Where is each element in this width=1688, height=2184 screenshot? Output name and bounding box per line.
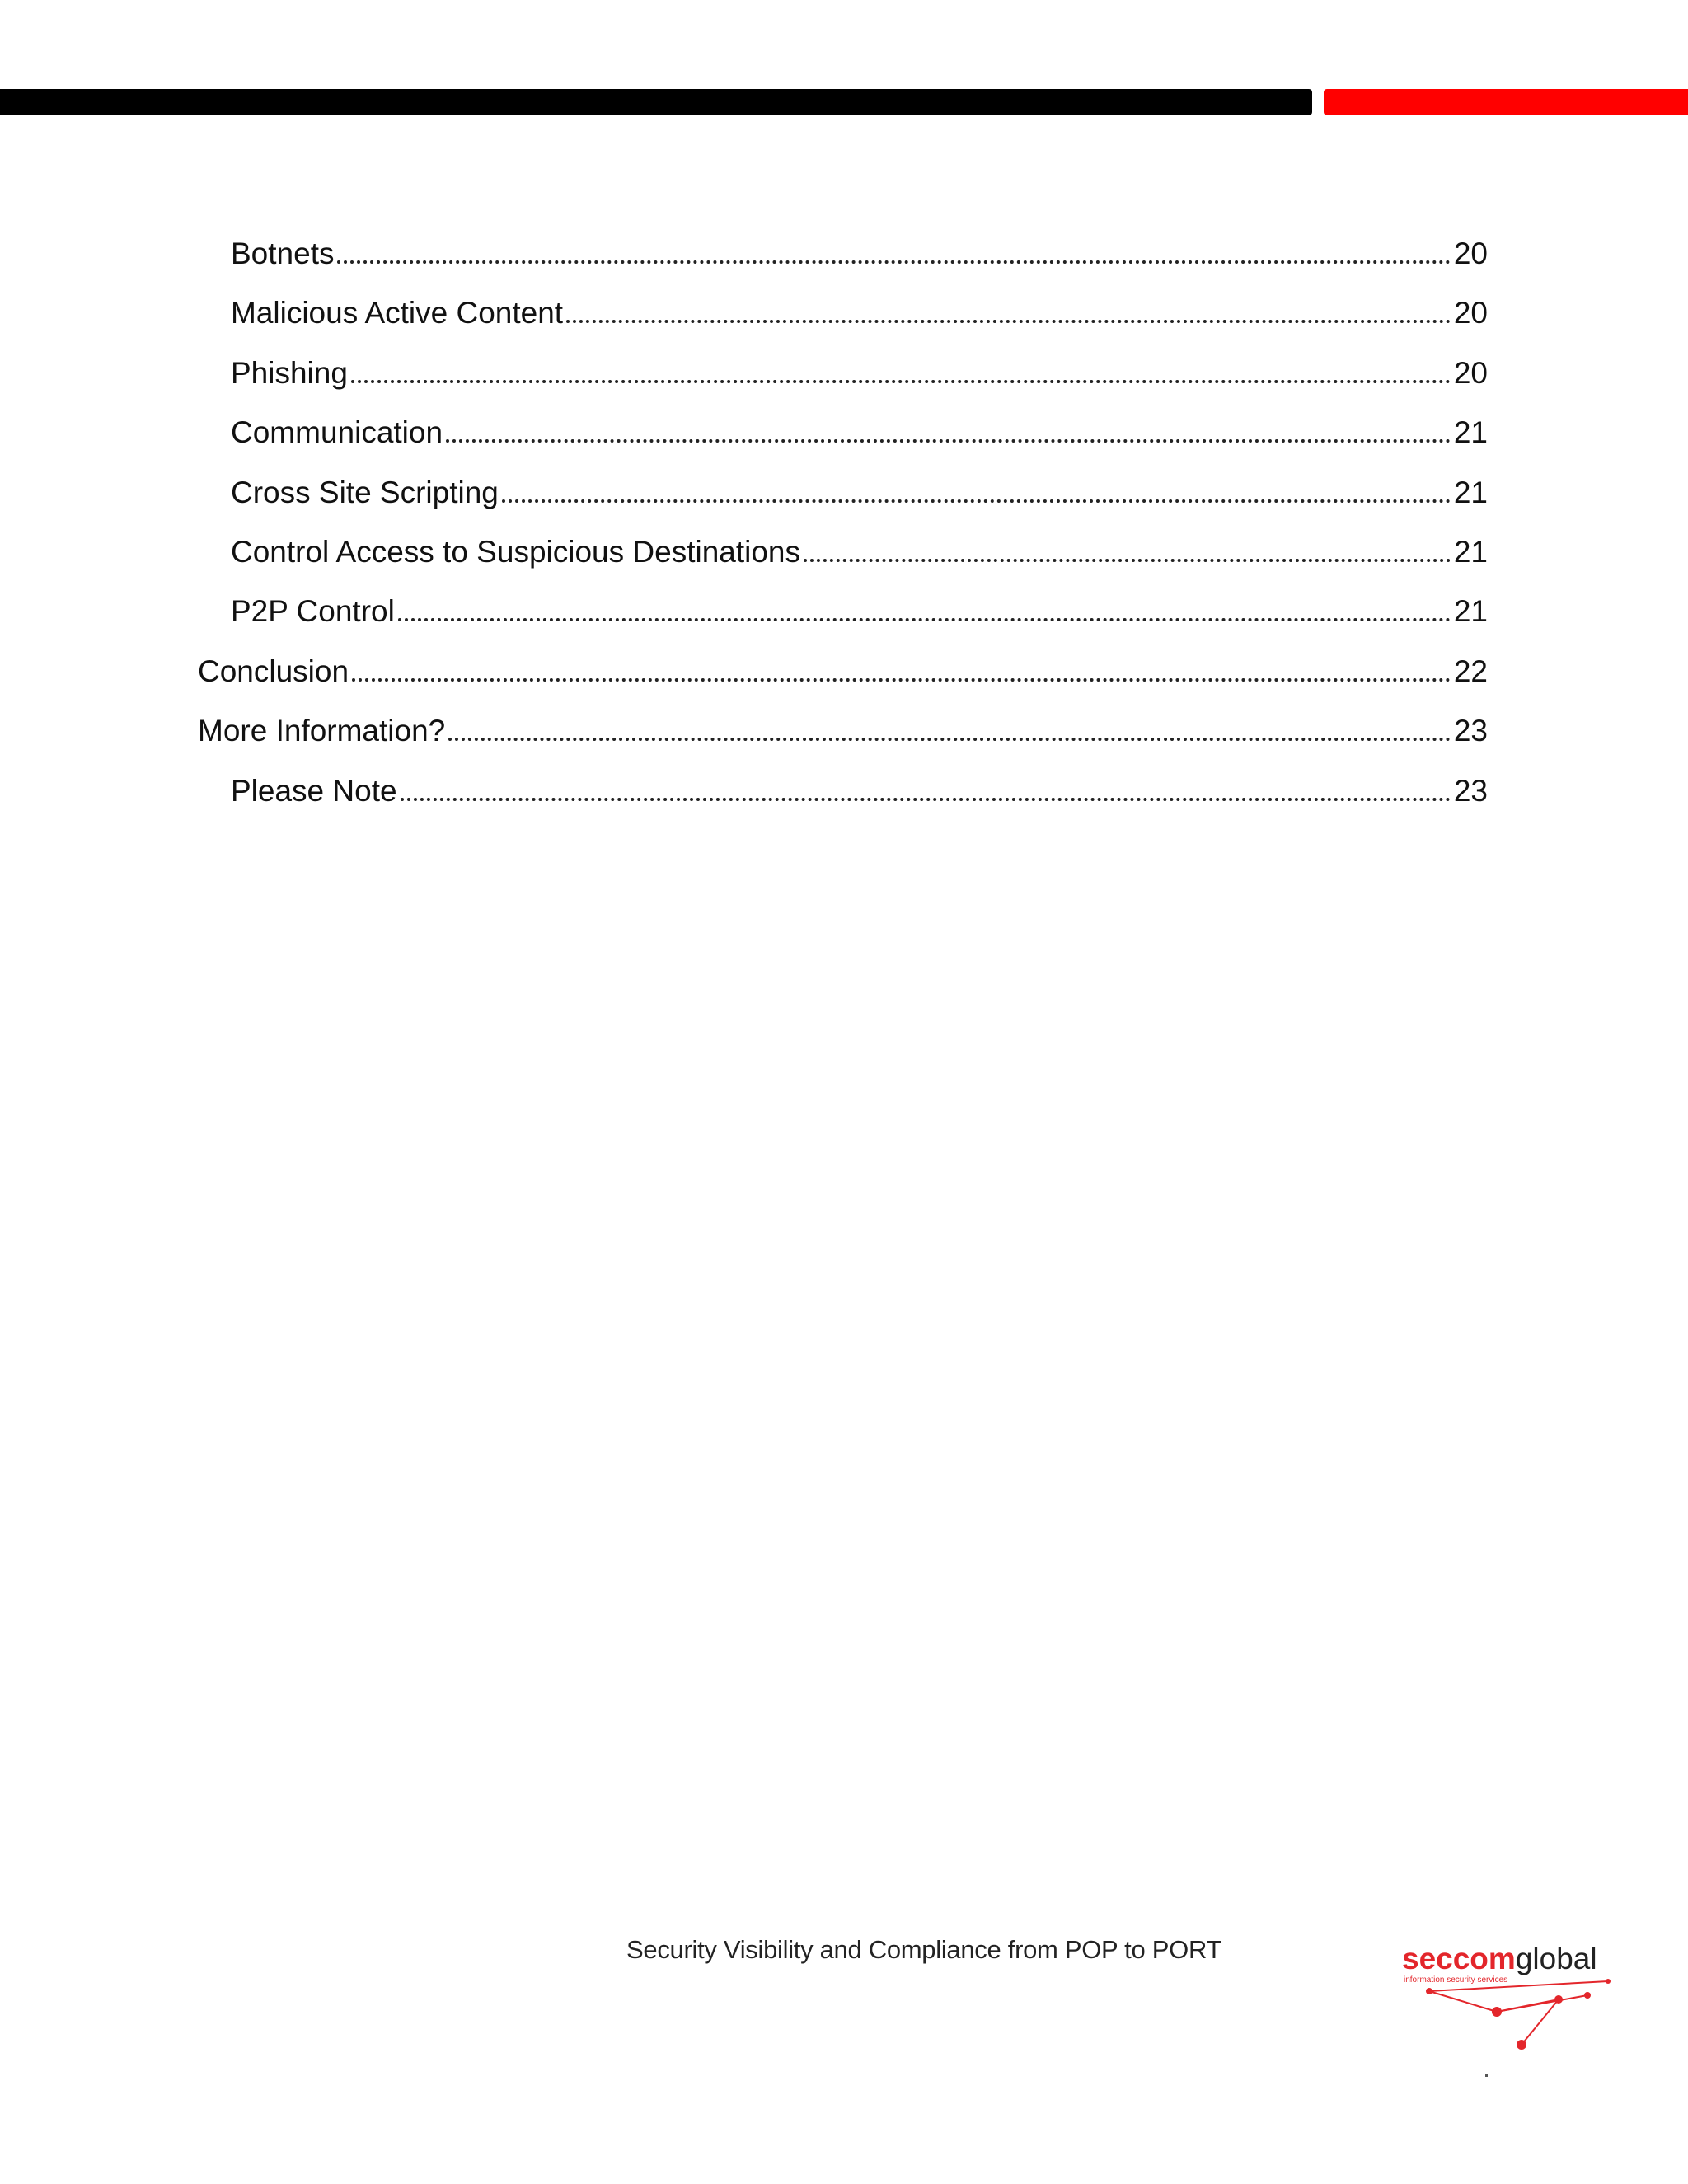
logo-word-dark: global	[1515, 1942, 1597, 1975]
toc-entry-title: Malicious Active Content	[231, 296, 564, 330]
company-logo	[1398, 1942, 1620, 2057]
toc-leader-dots	[337, 236, 1450, 264]
toc-leader-dots	[566, 296, 1451, 324]
toc-leader-dots	[804, 534, 1451, 562]
header-bar-black	[0, 89, 1312, 115]
toc-entry-page: 23	[1453, 773, 1488, 808]
toc-entry-title: Cross Site Scripting	[231, 475, 499, 509]
toc-entry-page: 21	[1453, 534, 1488, 569]
toc-entry-page: 22	[1453, 654, 1488, 688]
table-of-contents	[198, 224, 1488, 821]
logo-wordmark	[1402, 1942, 1597, 1976]
toc-leader-dots	[398, 594, 1451, 622]
toc-entry[interactable]	[198, 224, 1488, 284]
footer-tagline: Security Visibility and Compliance from POP to PORT	[626, 1935, 1222, 1964]
toc-entry[interactable]	[198, 701, 1488, 761]
toc-entry-title: More Information?	[198, 714, 446, 748]
toc-entry[interactable]	[198, 582, 1488, 641]
toc-leader-dots	[446, 415, 1451, 443]
page-speck	[1485, 2074, 1488, 2077]
toc-entry-page: 21	[1453, 415, 1488, 450]
toc-entry-page: 20	[1453, 296, 1488, 330]
toc-entry-page: 20	[1453, 237, 1488, 270]
toc-entry[interactable]	[198, 642, 1488, 701]
toc-leader-dots	[351, 355, 1451, 383]
toc-entry[interactable]	[198, 403, 1488, 462]
toc-entry-page: 21	[1453, 594, 1488, 629]
toc-entry-page: 20	[1453, 355, 1488, 390]
toc-entry-title: P2P Control	[231, 594, 395, 629]
toc-entry[interactable]	[198, 523, 1488, 582]
toc-entry-page: 21	[1453, 475, 1488, 509]
toc-entry-title: Control Access to Suspicious Destinations	[231, 534, 801, 569]
toc-leader-dots	[502, 475, 1451, 503]
logo-tagline: information security services	[1404, 1975, 1508, 1985]
toc-entry[interactable]	[198, 284, 1488, 343]
toc-entry-title: Botnets	[231, 237, 335, 270]
toc-entry[interactable]	[198, 762, 1488, 821]
toc-entry[interactable]	[198, 463, 1488, 523]
toc-entry-title: Phishing	[231, 355, 348, 390]
toc-entry-title: Communication	[231, 415, 443, 450]
header-bar-red	[1324, 89, 1688, 115]
toc-entry-title: Please Note	[231, 773, 397, 808]
toc-leader-dots	[448, 714, 1451, 742]
toc-entry[interactable]	[198, 344, 1488, 403]
toc-leader-dots	[352, 654, 1451, 682]
toc-entry-page: 23	[1453, 714, 1488, 748]
toc-entry-title: Conclusion	[198, 654, 349, 688]
logo-word-red: seccom	[1402, 1942, 1516, 1975]
toc-leader-dots	[401, 773, 1451, 801]
